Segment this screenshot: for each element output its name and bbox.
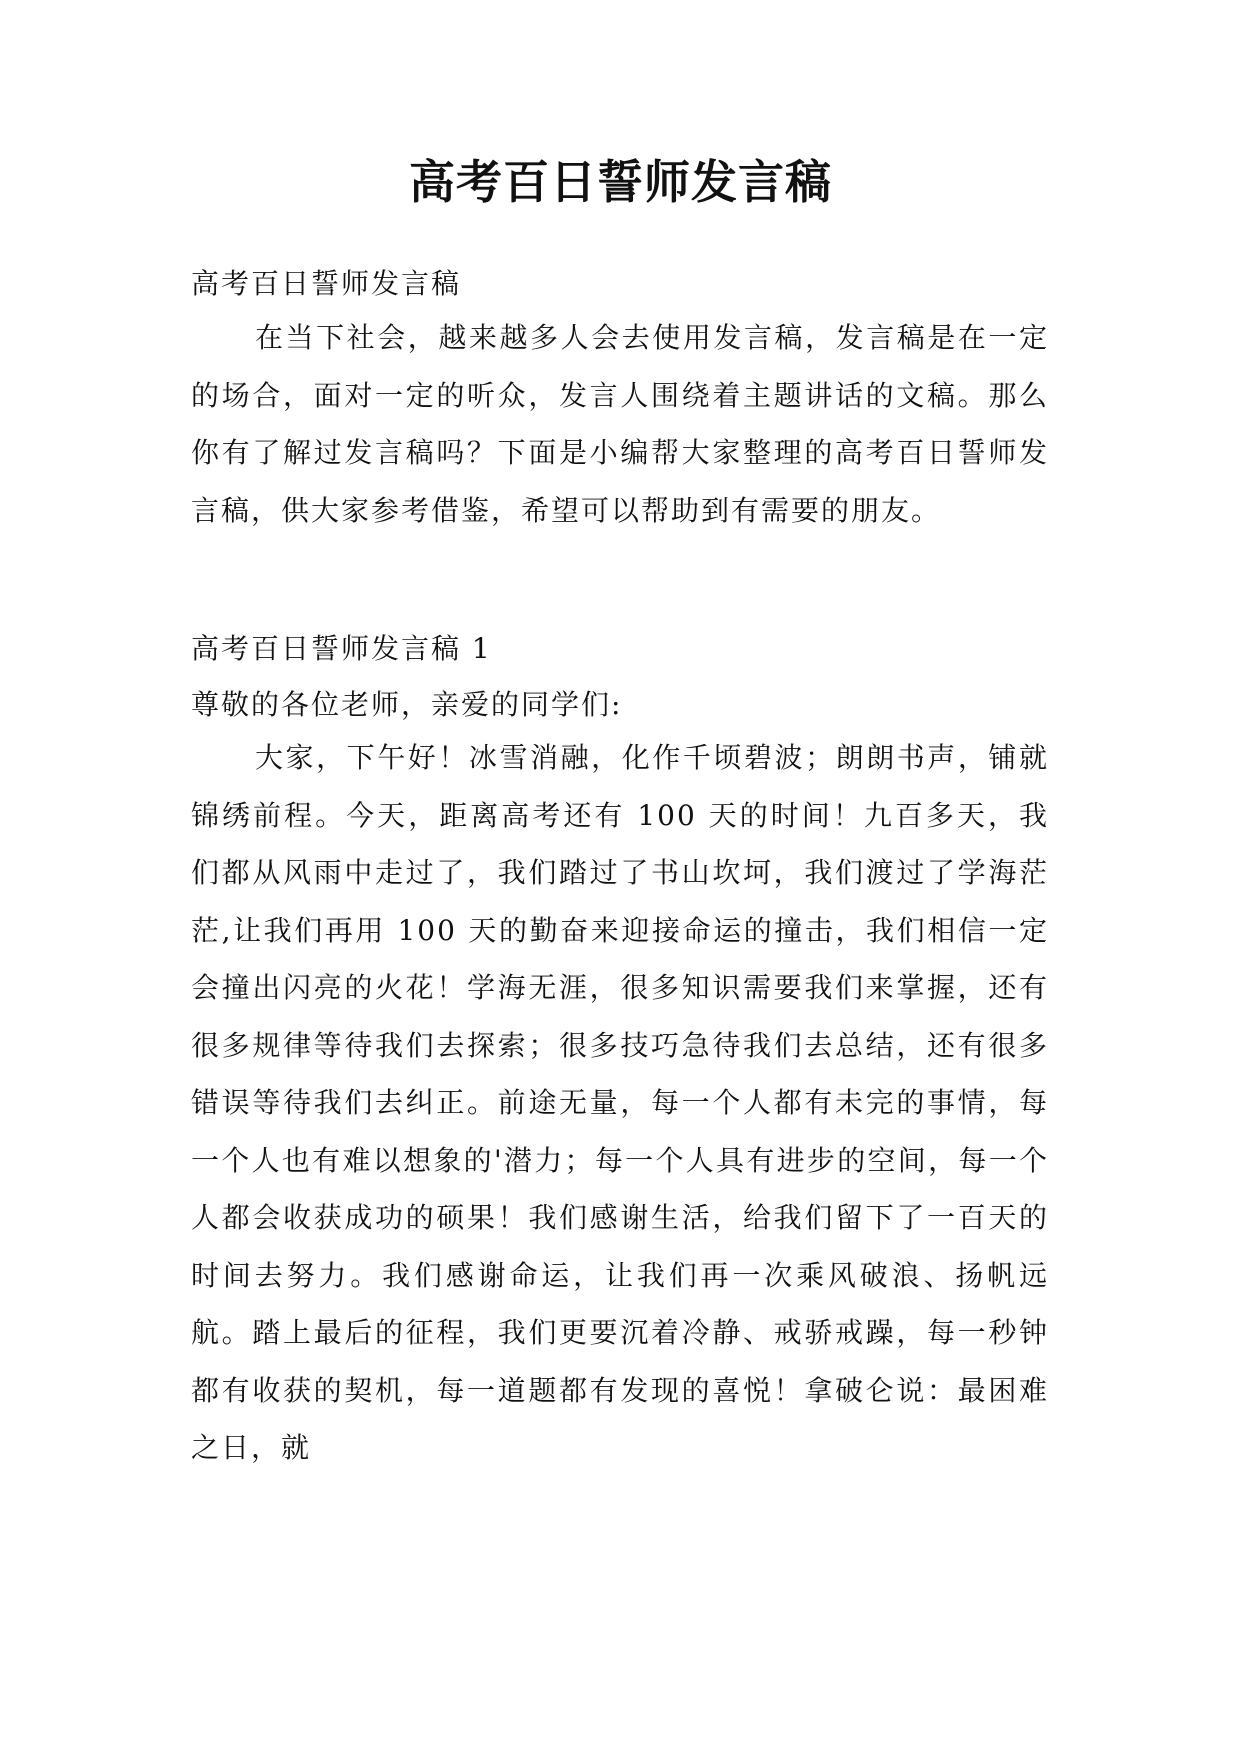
- document-title: 高考百日誓师发言稿: [409, 155, 832, 209]
- body-paragraph: 大家，下午好！冰雪消融，化作千顷碧波；朗朗书声，铺就锦绣前程。今天，距离高考还有 100 天的时间！九百多天，我们都从风雨中走过了，我们踏过了书山坎坷，我们渡过了学海茫茫,让我们再用 100 天的勤奋来迎接命运的撞击，我们相信一定会撞出闪亮的火花！学海无涯，很多知识需要我们来掌握，还有很多规律等待我们去探索；很多技巧急待我们去总结，还有很多错误等待我们去纠正。前途无量，每一个人都有未完的事情，每一个人也有难以想象的'潜力；每一个人具有进步的空间，每一个人都会收获成功的硕果！我们感谢生活，给我们留下了一百天的时间去努力。我们感谢命运，让我们再一次乘风破浪、扬帆远航。踏上最后的征程，我们更要沉着冷静、戒骄戒躁，每一秒钟都有收获的契机，每一道题都有发现的喜悦！拿破仑说：最困难之日，就: [191, 741, 1049, 1464]
- document-subtitle: 高考百日誓师发言稿: [191, 267, 462, 300]
- intro-paragraph: 在当下社会，越来越多人会去使用发言稿，发言稿是在一定的场合，面对一定的听众，发言人围绕着主题讲话的文稿。那么你有了解过发言稿吗？下面是小编帮大家整理的高考百日誓师发言稿，供大家参考借鉴，希望可以帮助到有需要的朋友。: [191, 321, 1049, 527]
- salutation: 尊敬的各位老师，亲爱的同学们:: [191, 688, 623, 721]
- section-heading: 高考百日誓师发言稿 1: [191, 632, 492, 665]
